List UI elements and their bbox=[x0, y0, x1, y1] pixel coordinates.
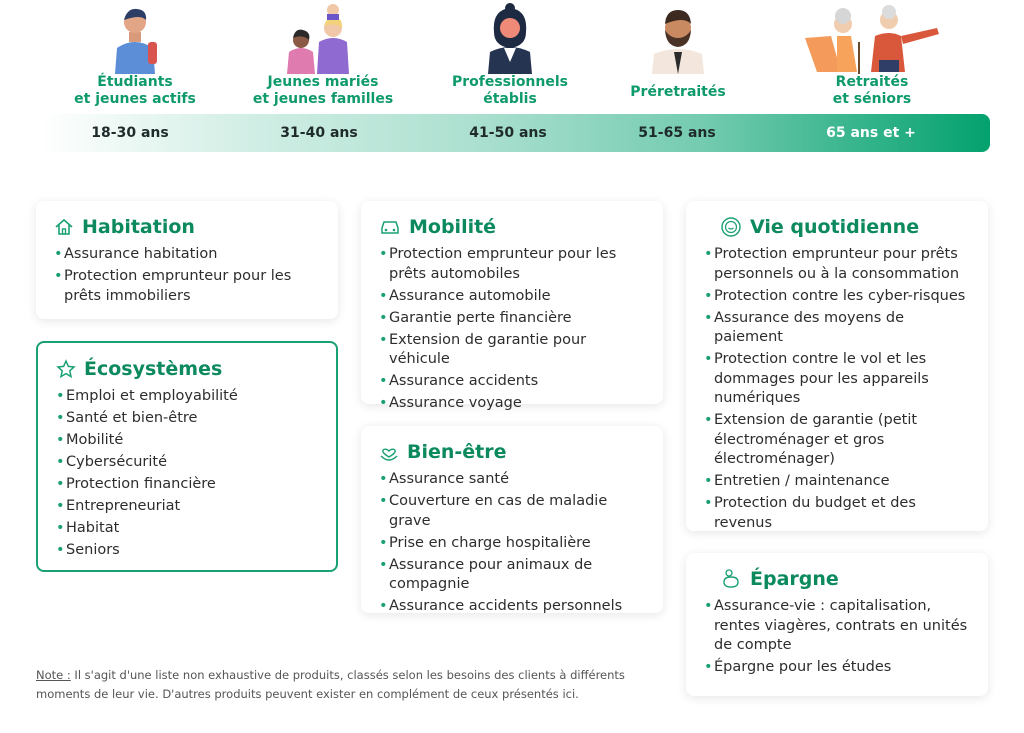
age-label: 51-65 ans bbox=[638, 125, 716, 141]
card-habitation bbox=[36, 201, 338, 319]
card-list bbox=[704, 597, 972, 678]
preretired-icon bbox=[646, 2, 710, 74]
house-icon bbox=[54, 217, 74, 237]
list-item: • Assurance voyage bbox=[379, 394, 647, 414]
segment-label: Étudiants et jeunes actifs bbox=[74, 74, 196, 107]
card-bienetre bbox=[361, 426, 663, 613]
list-item: • Emploi et employabilité bbox=[56, 387, 320, 407]
list-item: • Extension de garantie (petit électroménager et gros électroménager) bbox=[704, 411, 972, 470]
list-item: • Extension de garantie pour véhicule bbox=[379, 331, 647, 370]
list-item: • Protection emprunteur pour les prêts immobiliers bbox=[54, 267, 322, 306]
card-title-text: Écosystèmes bbox=[84, 358, 223, 380]
card-title bbox=[704, 567, 972, 591]
age-label: 31-40 ans bbox=[280, 125, 358, 141]
card-ecosystemes bbox=[36, 341, 338, 572]
list-item: • Garantie perte financière bbox=[379, 309, 647, 329]
list-item: • Épargne pour les études bbox=[704, 658, 972, 678]
list-item: • Assurance accidents bbox=[379, 372, 647, 392]
list-item: • Entrepreneuriat bbox=[56, 497, 320, 517]
card-list bbox=[54, 245, 322, 306]
smile-icon bbox=[720, 216, 742, 238]
list-item: • Assurance santé bbox=[379, 470, 647, 490]
segment-professionals bbox=[415, 0, 605, 112]
list-item: • Santé et bien-être bbox=[56, 409, 320, 429]
segment-label: Préretraités bbox=[630, 84, 726, 100]
card-list bbox=[379, 470, 647, 617]
list-item: • Protection emprunteur pour les prêts automobiles bbox=[379, 245, 647, 284]
card-title bbox=[379, 215, 647, 239]
life-stages bbox=[40, 0, 988, 112]
card-epargne bbox=[686, 553, 988, 696]
list-item: • Assurance-vie : capitalisation, rentes viagères, contrats en unités de compte bbox=[704, 597, 972, 656]
age-label: 18-30 ans bbox=[91, 125, 169, 141]
card-title-text: Bien-être bbox=[407, 441, 507, 463]
list-item: • Couverture en cas de maladie grave bbox=[379, 492, 647, 531]
card-list bbox=[704, 245, 972, 533]
list-item: • Entretien / maintenance bbox=[704, 472, 972, 492]
segment-families bbox=[228, 0, 418, 112]
card-vie-quotidienne bbox=[686, 201, 988, 531]
card-title bbox=[704, 215, 972, 239]
seniors-icon bbox=[797, 2, 947, 76]
heart-hand-icon bbox=[379, 442, 399, 462]
list-item: • Prise en charge hospitalière bbox=[379, 534, 647, 554]
list-item: • Protection financière bbox=[56, 475, 320, 495]
segment-label: Retraités et séniors bbox=[832, 74, 912, 107]
footnote bbox=[36, 666, 676, 704]
list-item: • Protection emprunteur pour prêts personnels ou à la consommation bbox=[704, 245, 972, 284]
professional-icon bbox=[480, 2, 540, 74]
family-icon bbox=[281, 2, 365, 74]
segment-students bbox=[40, 0, 230, 112]
list-item: • Protection contre le vol et les dommages pour les appareils numériques bbox=[704, 350, 972, 409]
list-item: • Assurance pour animaux de compagnie bbox=[379, 556, 647, 595]
car-icon bbox=[379, 218, 401, 236]
star-icon bbox=[56, 359, 76, 379]
card-title bbox=[56, 357, 320, 381]
card-title bbox=[379, 440, 647, 464]
segment-label: Professionnels établis bbox=[451, 74, 568, 107]
card-list bbox=[379, 245, 647, 414]
segment-preretired bbox=[583, 0, 773, 112]
card-mobilite bbox=[361, 201, 663, 411]
list-item: • Assurance accidents personnels bbox=[379, 597, 647, 617]
list-item: • Assurance automobile bbox=[379, 287, 647, 307]
list-item: • Protection du budget et des revenus bbox=[704, 494, 972, 533]
segment-label: Jeunes mariés et jeunes familles bbox=[252, 74, 394, 107]
age-bar bbox=[40, 114, 990, 152]
card-list bbox=[56, 387, 320, 561]
segment-seniors bbox=[777, 0, 967, 112]
card-title-text: Habitation bbox=[82, 216, 195, 238]
card-title-text: Épargne bbox=[750, 568, 839, 590]
list-item: • Assurance habitation bbox=[54, 245, 322, 265]
list-item: • Protection contre les cyber-risques bbox=[704, 287, 972, 307]
list-item: • Mobilité bbox=[56, 431, 320, 451]
savings-icon bbox=[720, 568, 742, 590]
footnote-text: Il s'agit d'une liste non exhaustive de produits, classés selon les besoins des clients à différents moments de leur vie. D'autres produits peuvent exister en complément de ceux présentés ici. bbox=[36, 668, 625, 701]
age-label: 65 ans et + bbox=[826, 125, 916, 141]
list-item: • Habitat bbox=[56, 519, 320, 539]
student-icon bbox=[105, 2, 165, 74]
list-item: • Seniors bbox=[56, 541, 320, 561]
list-item: • Assurance des moyens de paiement bbox=[704, 309, 972, 348]
card-title-text: Vie quotidienne bbox=[750, 216, 920, 238]
list-item: • Cybersécurité bbox=[56, 453, 320, 473]
age-label: 41-50 ans bbox=[469, 125, 547, 141]
footnote-label: Note : bbox=[36, 668, 71, 682]
card-title-text: Mobilité bbox=[409, 216, 497, 238]
card-title bbox=[54, 215, 322, 239]
